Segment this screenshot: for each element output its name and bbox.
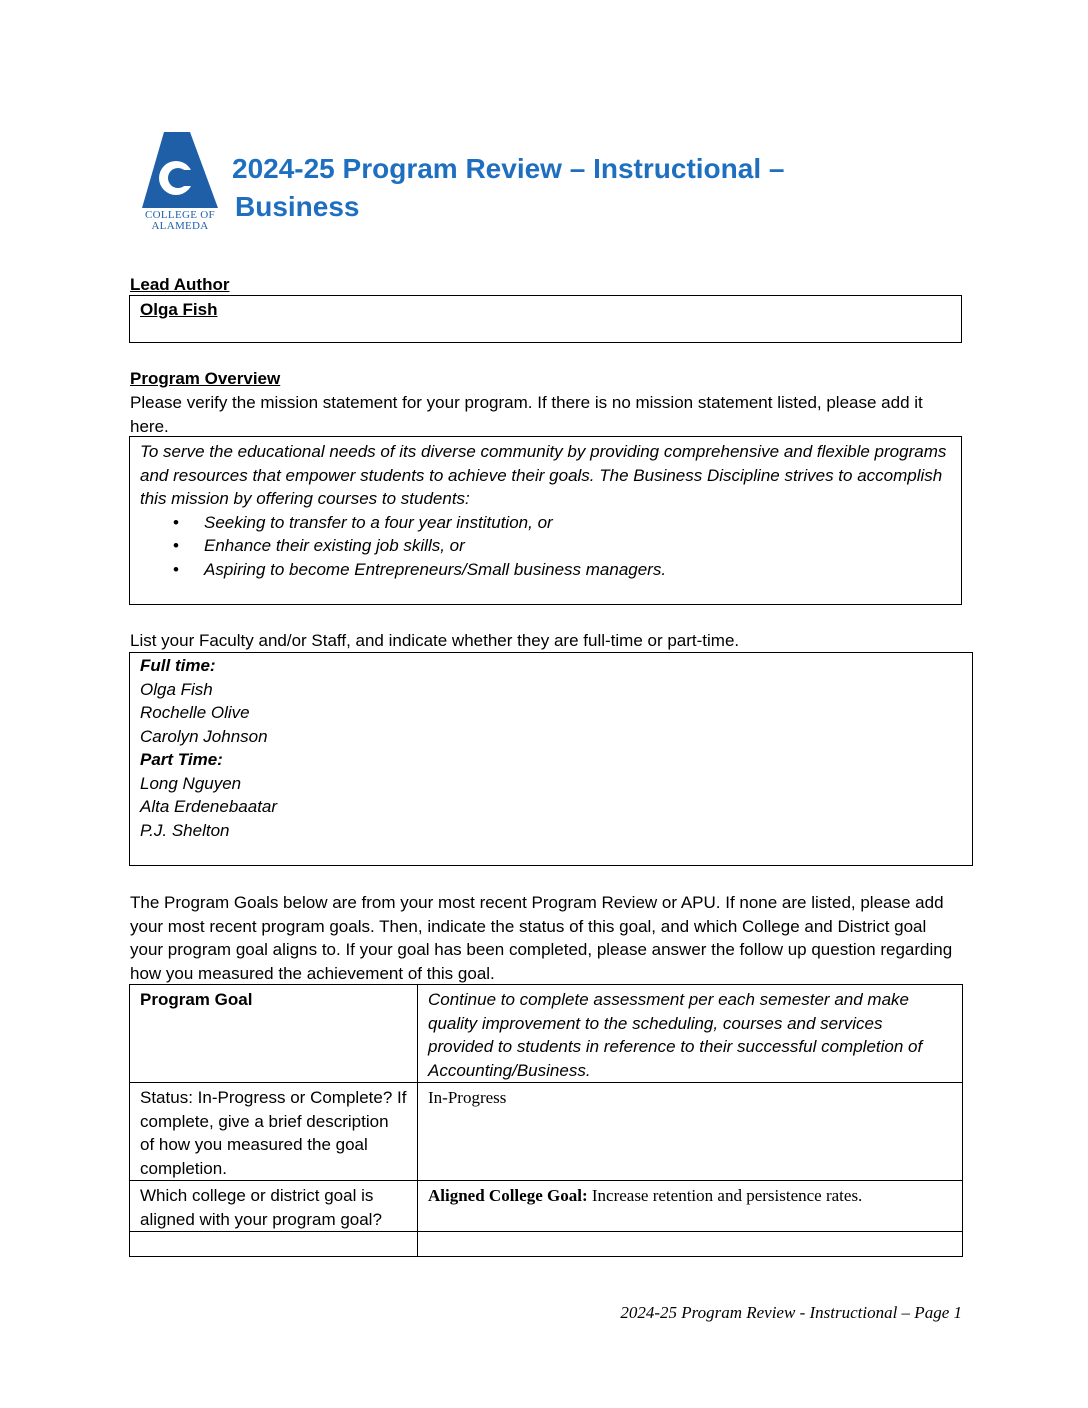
goals-table bbox=[129, 984, 963, 1257]
mission-bullet: • Aspiring to become Entrepreneurs/Small business managers. bbox=[204, 558, 951, 582]
mission-box bbox=[129, 436, 962, 605]
faculty-member: Carolyn Johnson bbox=[140, 726, 268, 746]
faculty-member: P.J. Shelton bbox=[140, 820, 230, 840]
table-row bbox=[130, 1232, 963, 1257]
empty-cell bbox=[130, 1232, 418, 1257]
aligned-goal-text: Increase retention and persistence rates. bbox=[587, 1186, 863, 1205]
logo-line-1: COLLEGE OF bbox=[145, 209, 215, 221]
status-label: Status: In-Progress or Complete? If complete, give a brief description of how you measured the goal completion. bbox=[130, 1083, 418, 1181]
table-row bbox=[130, 1181, 963, 1232]
page-title bbox=[232, 150, 932, 226]
status-value: In-Progress bbox=[418, 1083, 963, 1181]
lead-author-box bbox=[129, 295, 962, 343]
program-overview-heading: Program Overview bbox=[130, 369, 281, 388]
mission-instruction: Please verify the mission statement for your program. If there is no mission statement listed, please add it here. bbox=[130, 393, 923, 436]
aligned-goal-bold: Aligned College Goal: bbox=[428, 1186, 588, 1205]
faculty-member: Olga Fish bbox=[140, 679, 213, 699]
aligned-goal-label: Which college or district goal is aligned with your program goal? bbox=[130, 1181, 418, 1232]
faculty-member: Alta Erdenebaatar bbox=[140, 797, 278, 816]
college-logo bbox=[140, 130, 220, 230]
mission-statement: To serve the educational needs of its diverse community by providing comprehensive and flexible programs and resources that empower students to achieve their goals. The Business Discipline strives to accomplish this mission by offering courses to students: bbox=[140, 442, 947, 508]
goals-instruction: The Program Goals below are from your most recent Program Review or APU. If none are listed, please add your most recent program goals. Then, indicate the status of this goal, and which College and District goal your program goal aligns to. If your goal has been completed, please answer the follow up question regarding how you measured the achievement of this goal. bbox=[130, 893, 953, 983]
college-of-alameda-logo-icon bbox=[140, 130, 220, 210]
mission-list bbox=[140, 511, 951, 582]
faculty-member: Long Nguyen bbox=[140, 773, 242, 793]
part-time-label: Part Time: bbox=[140, 750, 223, 769]
empty-cell bbox=[418, 1232, 963, 1257]
page-footer: 2024-25 Program Review - Instructional – Page 1 bbox=[620, 1303, 962, 1322]
faculty-member: Rochelle Olive bbox=[140, 703, 250, 722]
program-goal-value: Continue to complete assessment per each semester and make quality improvement to the scheduling, courses and services provided to students in reference to their successful completion of Accounting/Business. bbox=[418, 985, 963, 1083]
mission-bullet: • Enhance their existing job skills, or bbox=[204, 534, 951, 558]
lead-author-heading: Lead Author bbox=[130, 275, 230, 294]
full-time-label: Full time: bbox=[140, 656, 216, 675]
logo-line-2: ALAMEDA bbox=[151, 220, 209, 232]
title-line-1: 2024-25 Program Review – Instructional – bbox=[232, 153, 785, 184]
lead-author-name: Olga Fish bbox=[140, 300, 218, 319]
mission-bullet: • Seeking to transfer to a four year institution, or bbox=[204, 511, 951, 535]
table-row bbox=[130, 1083, 963, 1181]
table-row bbox=[130, 985, 963, 1083]
title-line-2: Business bbox=[235, 191, 360, 222]
faculty-box bbox=[129, 652, 973, 866]
faculty-instruction: List your Faculty and/or Staff, and indicate whether they are full-time or part-time. bbox=[130, 631, 740, 650]
aligned-goal-value bbox=[418, 1181, 963, 1232]
program-goal-label: Program Goal bbox=[130, 985, 418, 1083]
